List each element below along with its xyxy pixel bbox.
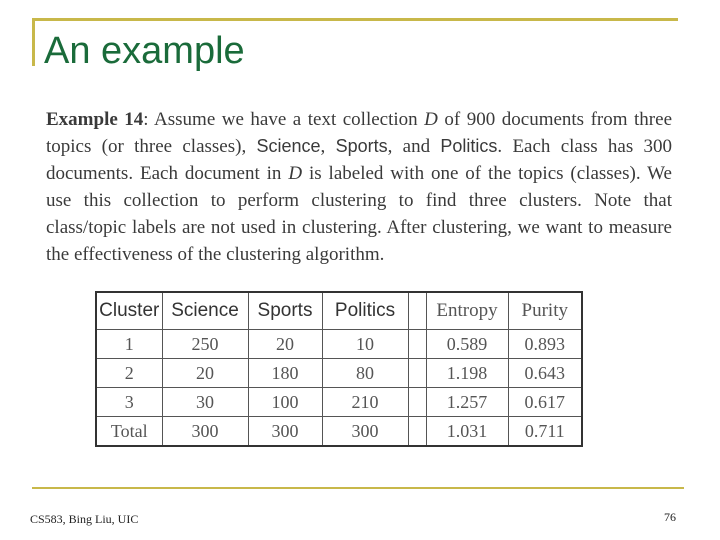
- cell-gap: [408, 359, 426, 388]
- header-politics: Politics: [322, 292, 408, 330]
- cell-gap: [408, 388, 426, 417]
- table-row: [96, 388, 582, 417]
- cell-purity: 0.711: [508, 417, 582, 447]
- cell-politics: 80: [322, 359, 408, 388]
- topic-sports: Sports: [335, 136, 388, 156]
- frame-bottom-line: [32, 487, 684, 489]
- cell-entropy: 0.589: [426, 330, 508, 359]
- cell-science: 300: [162, 417, 248, 447]
- cell-science: 20: [162, 359, 248, 388]
- slide-title: An example: [44, 30, 245, 72]
- cell-politics: 210: [322, 388, 408, 417]
- footer-page-number: 76: [664, 510, 676, 524]
- cell-sports: 180: [248, 359, 322, 388]
- header-cluster: Cluster: [96, 292, 162, 330]
- cell-cluster: 3: [96, 388, 162, 417]
- table-row: [96, 330, 582, 359]
- header-gap: [408, 292, 426, 330]
- table-row-total: [96, 417, 582, 447]
- example-lead: Example 14: [46, 109, 144, 130]
- cell-cluster: 1: [96, 330, 162, 359]
- cell-cluster: Total: [96, 417, 162, 447]
- example-text-1: : Assume we have a text collection: [143, 109, 425, 130]
- cell-entropy: 1.257: [426, 388, 508, 417]
- frame-top-line: [32, 18, 678, 21]
- example-paragraph: [46, 106, 672, 268]
- example-text-2: of 900 documents from three topics (or three classes),: [46, 109, 672, 157]
- cell-sports: 300: [248, 417, 322, 447]
- cell-purity: 0.643: [508, 359, 582, 388]
- frame-left-line: [32, 18, 35, 66]
- cell-sports: 100: [248, 388, 322, 417]
- cell-gap: [408, 330, 426, 359]
- footer-course-credit: CS583, Bing Liu, UIC: [30, 512, 139, 526]
- cluster-table: [95, 291, 583, 447]
- topic-politics: Politics: [440, 136, 498, 156]
- cell-politics: 10: [322, 330, 408, 359]
- example-sep-1: ,: [320, 136, 336, 157]
- example-text-4: is labeled with one of the topics (classes). We use this collection to perform clustering to find three clusters. Note that class/topic labels are not used in clustering. After clustering, we want to measure the effectiveness of the clustering algorithm.: [46, 163, 672, 265]
- example-var-d-2: D: [288, 163, 303, 184]
- cell-sports: 20: [248, 330, 322, 359]
- header-entropy: Entropy: [426, 292, 508, 330]
- cell-gap: [408, 417, 426, 447]
- table-header-row: [96, 292, 582, 330]
- cell-science: 250: [162, 330, 248, 359]
- header-sports: Sports: [248, 292, 322, 330]
- cell-purity: 0.893: [508, 330, 582, 359]
- cell-purity: 0.617: [508, 388, 582, 417]
- table-row: [96, 359, 582, 388]
- cell-politics: 300: [322, 417, 408, 447]
- topic-science: Science: [256, 136, 321, 156]
- header-purity: Purity: [508, 292, 582, 330]
- example-var-d-1: D: [424, 109, 438, 130]
- cell-science: 30: [162, 388, 248, 417]
- example-text-3: . Each class has 300 documents. Each document in: [46, 136, 673, 184]
- example-sep-2: , and: [387, 136, 441, 157]
- cell-cluster: 2: [96, 359, 162, 388]
- cell-entropy: 1.198: [426, 359, 508, 388]
- header-science: Science: [162, 292, 248, 330]
- cell-entropy: 1.031: [426, 417, 508, 447]
